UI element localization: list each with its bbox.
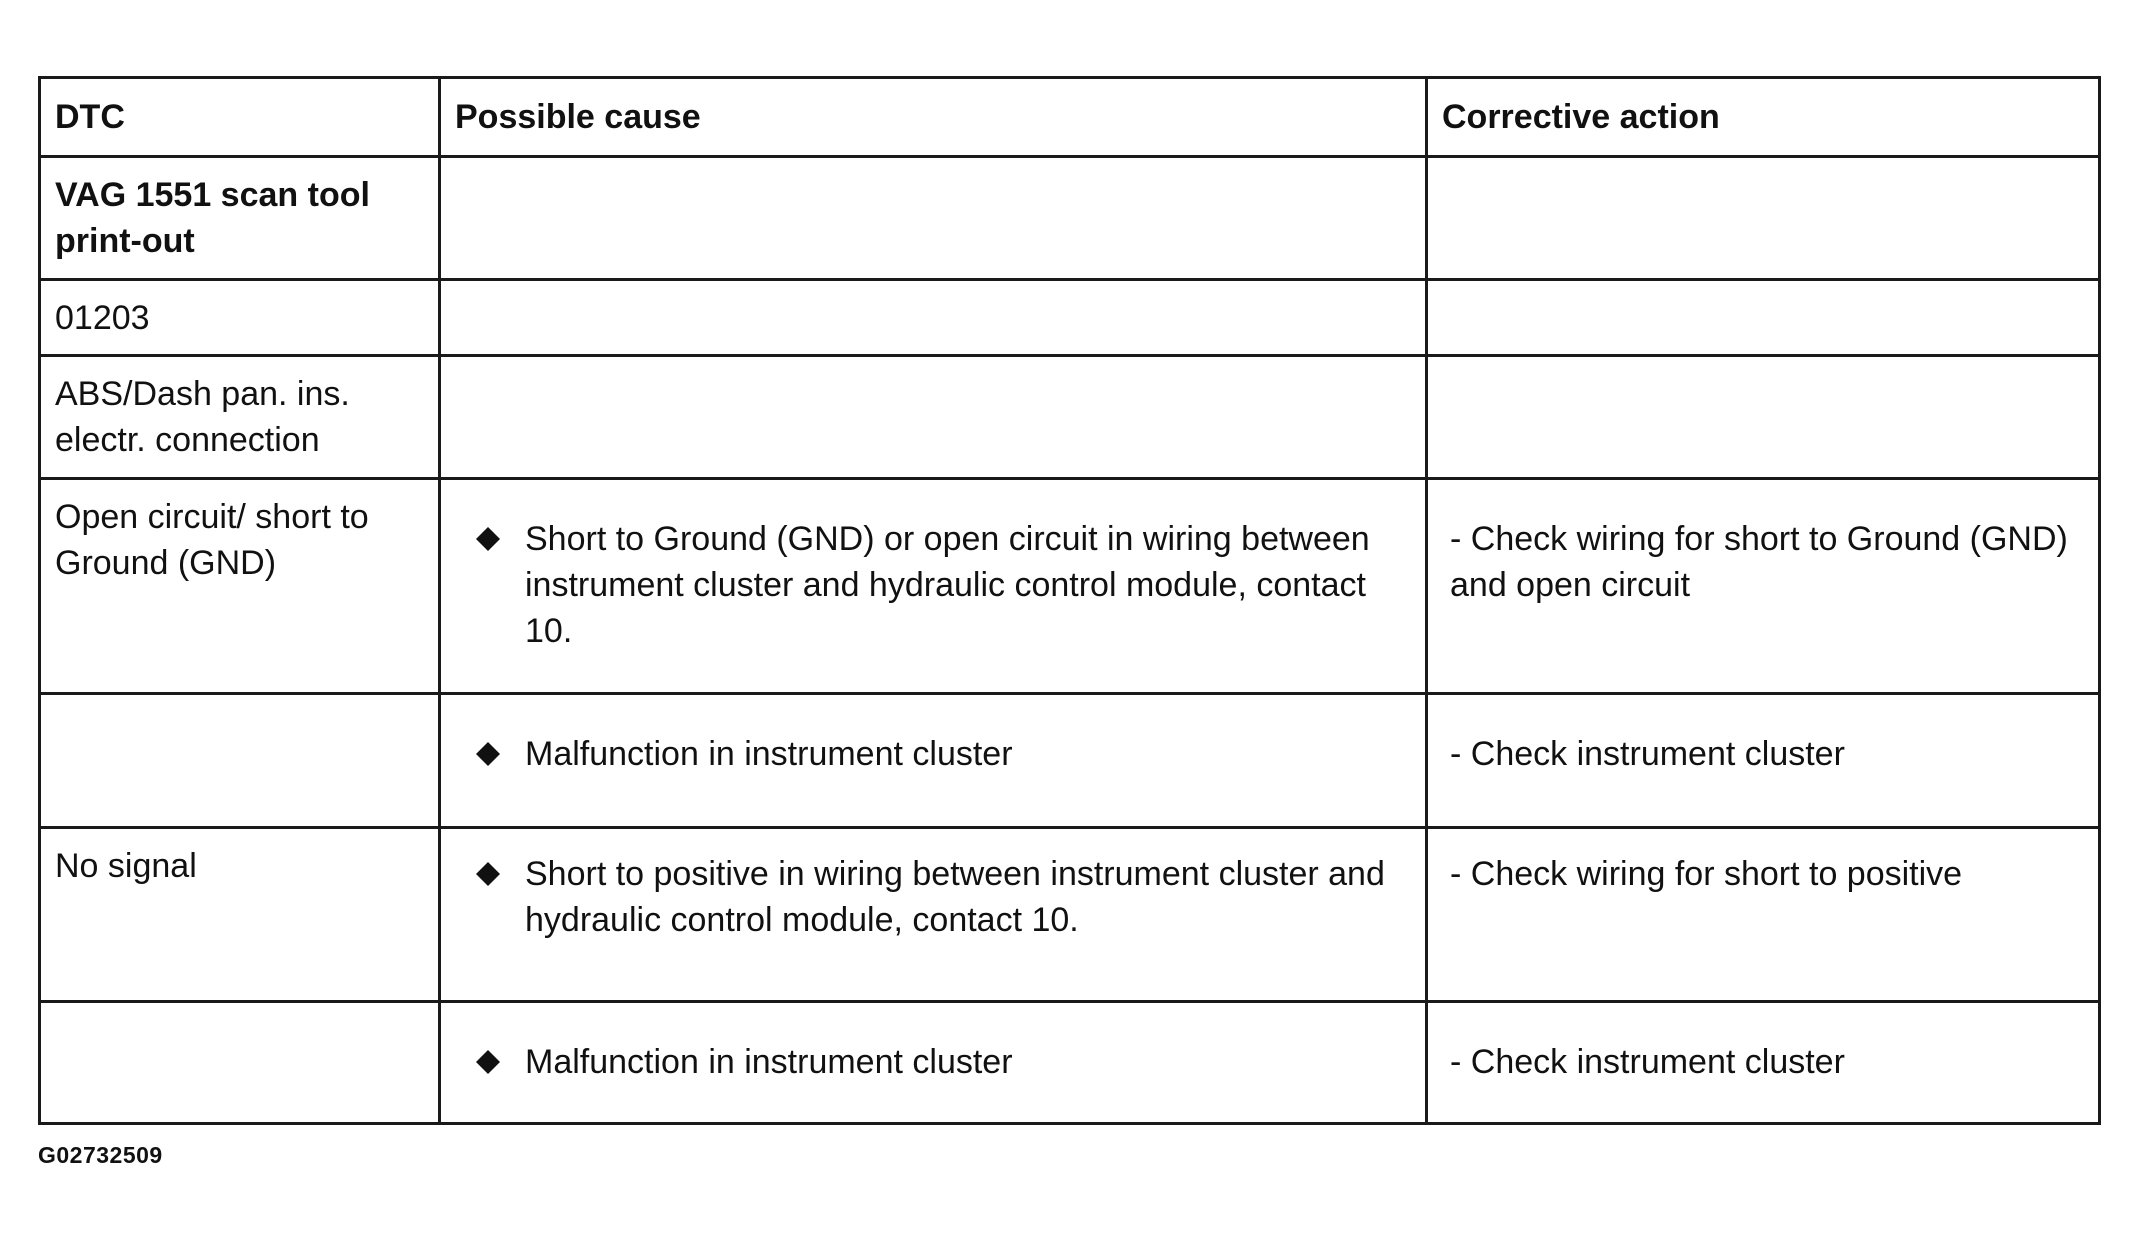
dtc-text: No signal — [55, 847, 197, 885]
table-row — [40, 356, 2100, 479]
action-cell — [1427, 280, 2100, 356]
dtc-text: ABS/Dash pan. ins. electr. connection — [55, 375, 350, 459]
action-cell — [1427, 828, 2100, 1002]
action-text: - Check instrument cluster — [1450, 1043, 1845, 1081]
action-cell — [1427, 1002, 2100, 1124]
action-cell — [1427, 356, 2100, 479]
dtc-text — [41, 695, 438, 709]
cause-cell — [440, 694, 1427, 828]
header-dtc-label: DTC — [55, 98, 125, 136]
dtc-cell — [40, 280, 440, 356]
diamond-bullet-icon — [475, 851, 505, 897]
cause-cell — [440, 1002, 1427, 1124]
diamond-bullet-icon — [475, 516, 505, 562]
dtc-cell — [40, 828, 440, 1002]
table-row — [40, 157, 2100, 280]
diamond-bullet-icon — [475, 731, 505, 777]
header-possible-cause — [440, 78, 1427, 157]
dtc-cell — [40, 356, 440, 479]
header-possible-cause-label: Possible cause — [455, 98, 701, 136]
table-header-row — [40, 78, 2100, 157]
cause-cell — [440, 157, 1427, 280]
cause-cell — [440, 356, 1427, 479]
dtc-cell — [40, 157, 440, 280]
header-corrective-action — [1427, 78, 2100, 157]
diamond-bullet-icon — [475, 1039, 505, 1085]
table-row — [40, 694, 2100, 828]
table-row — [40, 828, 2100, 1002]
cause-cell — [440, 280, 1427, 356]
dtc-cell — [40, 479, 440, 694]
figure-id: G02732509 — [38, 1142, 163, 1168]
cause-cell — [440, 479, 1427, 694]
action-text: - Check instrument cluster — [1450, 735, 1845, 773]
dtc-text: Open circuit/ short to Ground (GND) — [55, 498, 369, 582]
header-corrective-action-label: Corrective action — [1442, 98, 1720, 136]
action-cell — [1427, 694, 2100, 828]
dtc-text: VAG 1551 scan tool print-out — [55, 176, 370, 260]
header-dtc — [40, 78, 440, 157]
cause-text: Short to Ground (GND) or open circuit in wiring between instrument cluster and hydraulic control module, contact 10. — [525, 520, 1370, 650]
dtc-table — [38, 76, 2101, 1125]
table-row — [40, 479, 2100, 694]
dtc-cell — [40, 694, 440, 828]
cause-text: Short to positive in wiring between instrument cluster and hydraulic control module, contact 10. — [525, 855, 1385, 939]
table-row — [40, 1002, 2100, 1124]
cause-text: Malfunction in instrument cluster — [525, 1043, 1013, 1081]
dtc-text — [41, 1003, 438, 1017]
cause-text: Malfunction in instrument cluster — [525, 735, 1013, 773]
action-cell — [1427, 479, 2100, 694]
action-text: - Check wiring for short to Ground (GND) and open circuit — [1450, 520, 2068, 604]
dtc-text: 01203 — [55, 299, 150, 337]
cause-cell — [440, 828, 1427, 1002]
action-cell — [1427, 157, 2100, 280]
dtc-cell — [40, 1002, 440, 1124]
table-row — [40, 280, 2100, 356]
action-text: - Check wiring for short to positive — [1450, 855, 1963, 893]
